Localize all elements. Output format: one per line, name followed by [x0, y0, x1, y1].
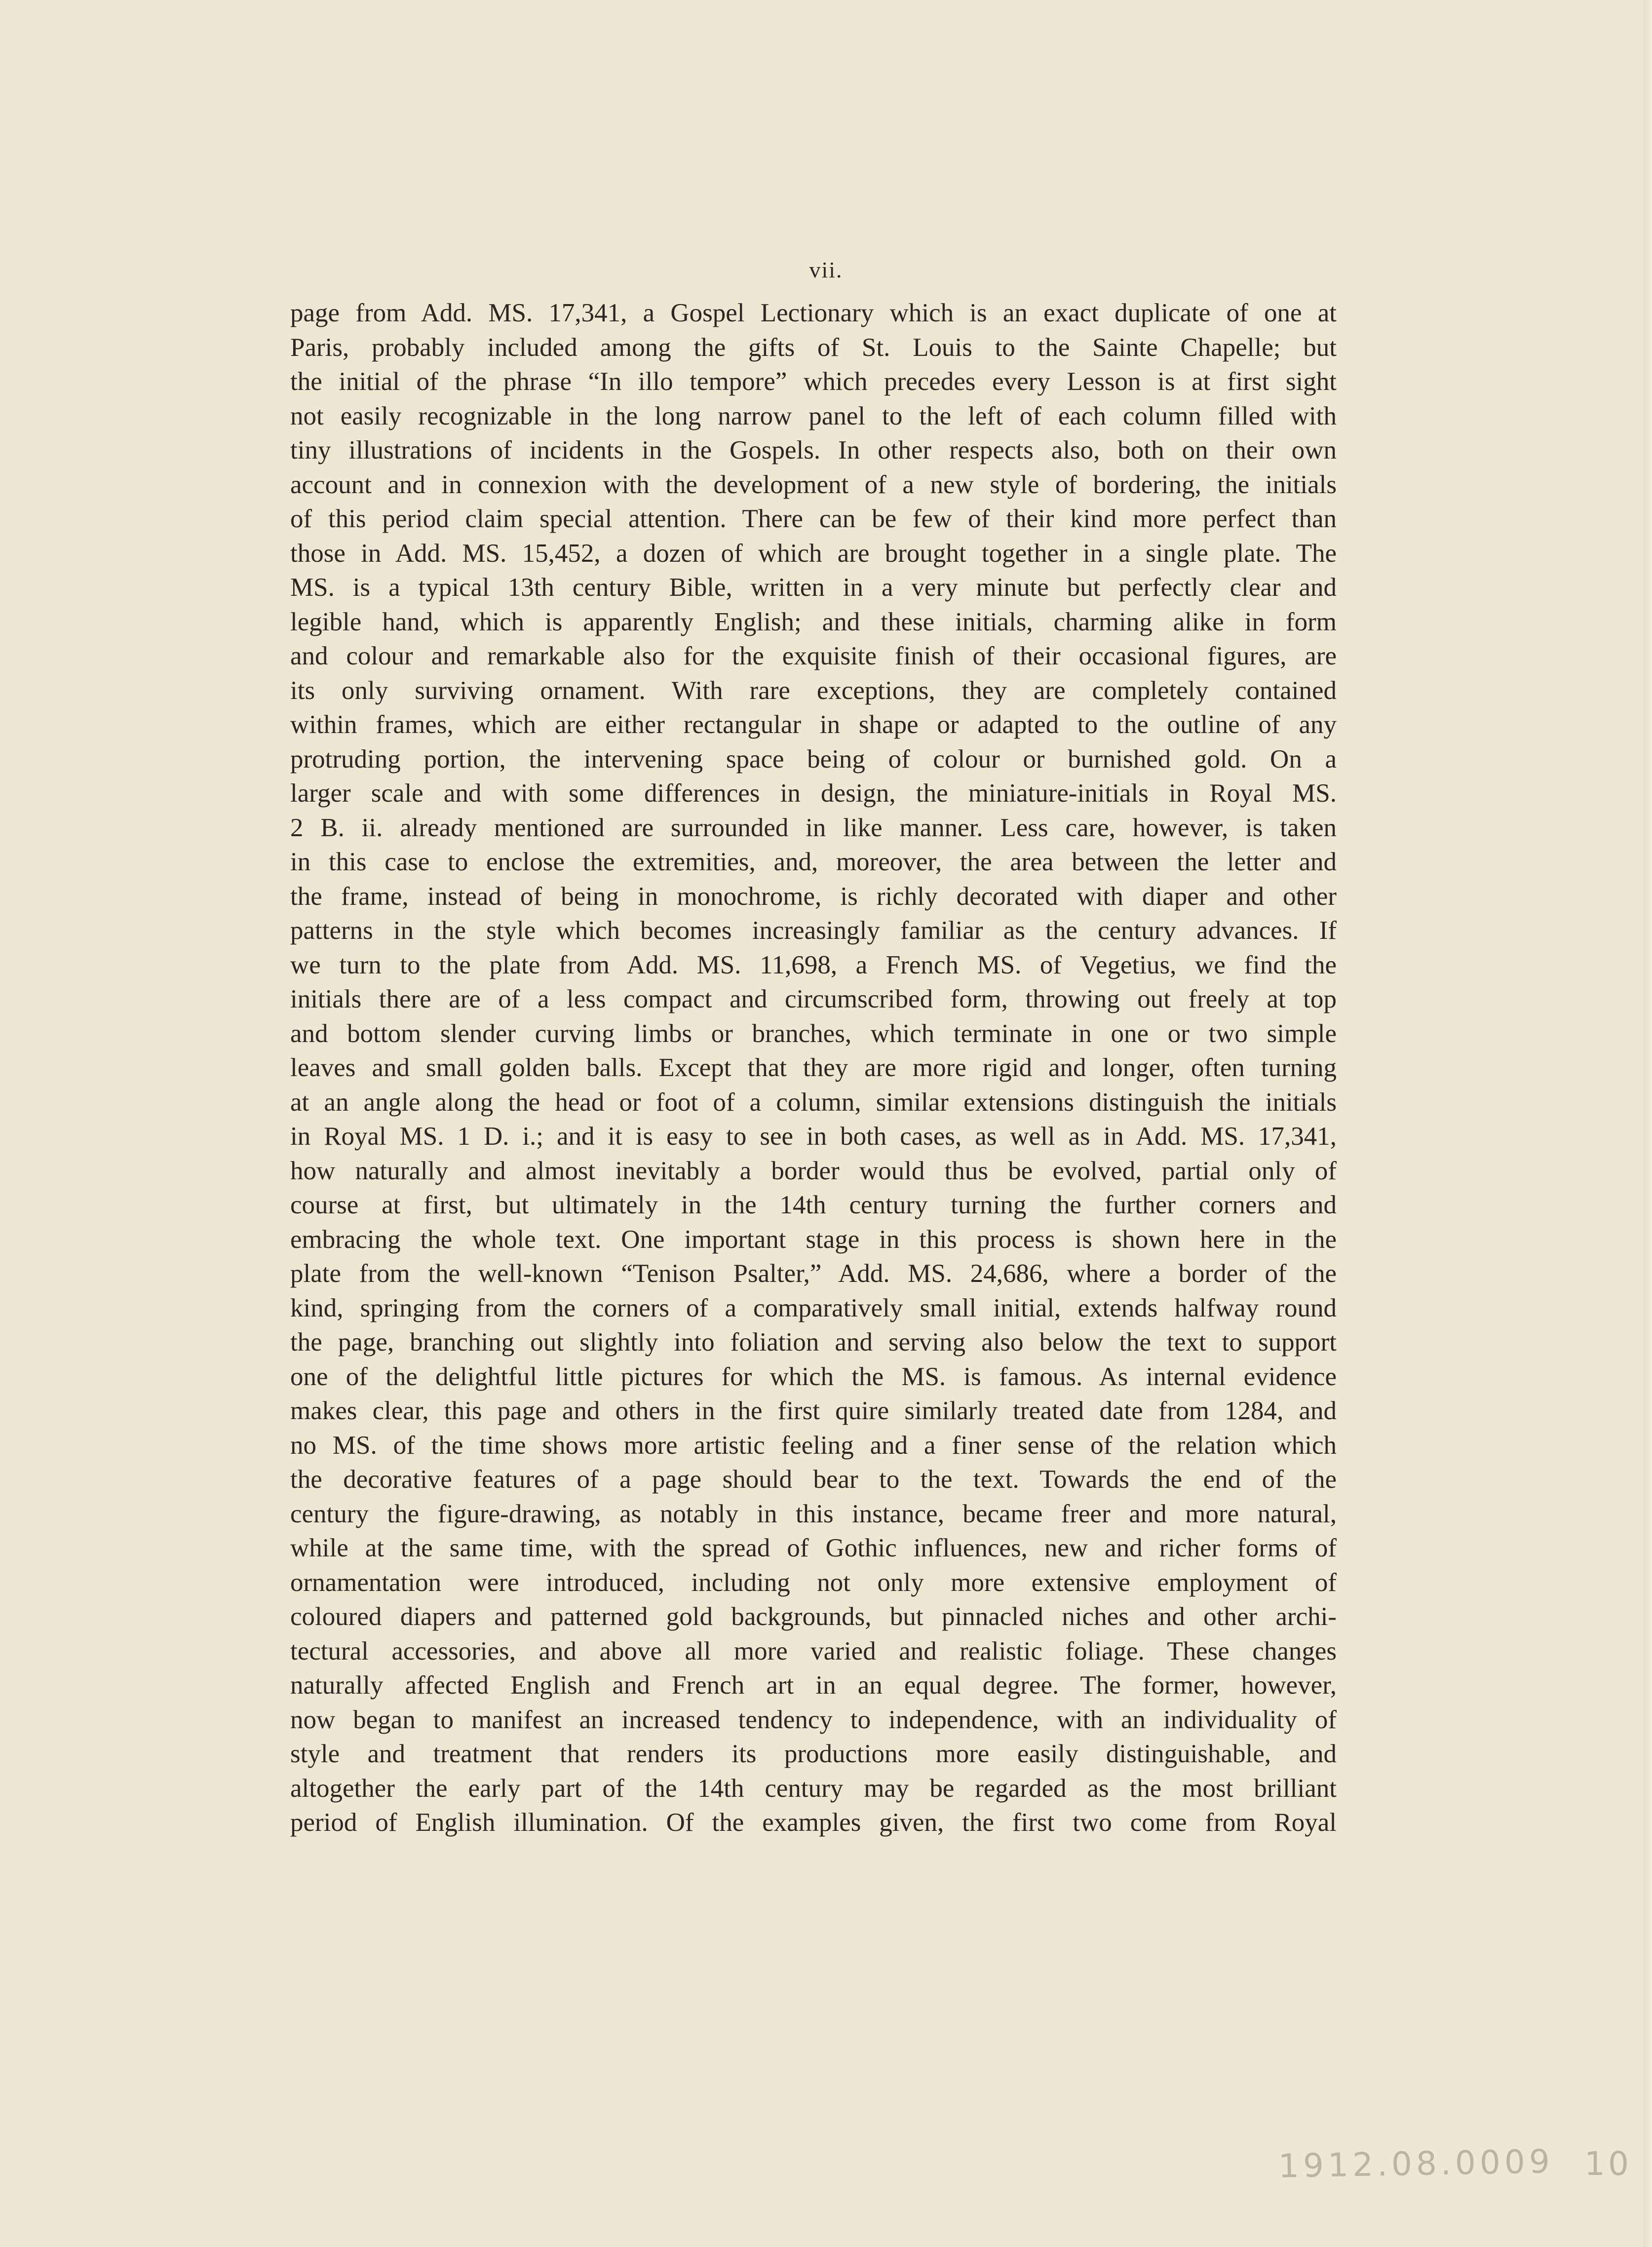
text-line: naturally affected English and French art in an equal degree. The former, however,: [290, 1671, 1337, 1700]
page-number: vii.: [809, 257, 843, 282]
text-line: the initial of the phrase “In illo tempore” which precedes every Lesson is at first sight: [290, 367, 1337, 396]
text-line: tectural accessories, and above all more varied and realistic foliage. These changes: [290, 1636, 1337, 1666]
text-line: the frame, instead of being in monochrome, is richly decorated with diaper and other: [290, 882, 1337, 911]
text-line: and bottom slender curving limbs or branches, which terminate in one or two simple: [290, 1019, 1337, 1048]
text-line: style and treatment that renders its productions more easily distinguishable, and: [290, 1740, 1337, 1768]
text-line: larger scale and with some differences in design, the miniature-initials in Royal MS.: [290, 779, 1337, 808]
text-line: how naturally and almost inevitably a border would thus be evolved, partial only of: [290, 1156, 1337, 1185]
plate-number: 10: [1584, 2145, 1632, 2183]
text-line: those in Add. MS. 15,452, a dozen of which are brought together in a single plate. The: [290, 539, 1337, 568]
text-line: not easily recognizable in the long narrow panel to the left of each column filled with: [290, 401, 1337, 430]
text-line: within frames, which are either rectangular in shape or adapted to the outline of any: [290, 710, 1337, 739]
text-line: while at the same time, with the spread of Gothic influences, new and richer forms of: [290, 1534, 1337, 1562]
text-line: coloured diapers and patterned gold backgrounds, but pinnacled niches and other archi-: [290, 1602, 1337, 1631]
text-line: in Royal MS. 1 D. i.; and it is easy to see in both cases, as well as in Add. MS. 17,341,: [290, 1122, 1337, 1151]
text-line: leaves and small golden balls. Except that they are more rigid and longer, often turning: [290, 1053, 1337, 1082]
text-line: page from Add. MS. 17,341, a Gospel Lectionary which is an exact duplicate of one at: [290, 299, 1337, 327]
text-line: century the figure-drawing, as notably in this instance, became freer and more natural,: [290, 1499, 1337, 1528]
text-line: protruding portion, the intervening space being of colour or burnished gold. On a: [290, 744, 1337, 774]
text-line: MS. is a typical 13th century Bible, written in a very minute but perfectly clear and: [290, 573, 1337, 602]
text-line: period of English illumination. Of the examples given, the first two come from Royal: [290, 1808, 1337, 1837]
text-line: now began to manifest an increased tendency to independence, with an individuality of: [290, 1705, 1337, 1734]
text-line: no MS. of the time shows more artistic feeling and a finer sense of the relation which: [290, 1431, 1337, 1460]
text-line: makes clear, this page and others in the first quire similarly treated date from 1284, and: [290, 1396, 1337, 1425]
text-line: patterns in the style which becomes increasingly familiar as the century advances. If: [290, 916, 1337, 945]
text-line: the decorative features of a page should bear to the text. Towards the end of the: [290, 1465, 1337, 1494]
text-line: embracing the whole text. One important stage in this process is shown here in the: [290, 1225, 1337, 1254]
text-line: account and in connexion with the development of a new style of bordering, the initials: [290, 470, 1337, 499]
text-line: at an angle along the head or foot of a column, similar extensions distinguish the initials: [290, 1087, 1337, 1117]
text-line: plate from the well-known “Tenison Psalter,” Add. MS. 24,686, where a border of the: [290, 1259, 1337, 1288]
text-line: of this period claim special attention. There can be few of their kind more perfect than: [290, 504, 1337, 533]
text-line: and colour and remarkable also for the exquisite finish of their occasional figures, are: [290, 642, 1337, 670]
text-line: initials there are of a less compact and circumscribed form, throwing out freely at top: [290, 985, 1337, 1013]
text-line: its only surviving ornament. With rare exceptions, they are completely contained: [290, 676, 1337, 705]
text-line: one of the delightful little pictures for which the MS. is famous. As internal evidence: [290, 1362, 1337, 1391]
text-line: 2 B. ii. already mentioned are surrounded in like manner. Less care, however, is taken: [290, 813, 1337, 842]
body-text: [290, 296, 1337, 1840]
text-line: tiny illustrations of incidents in the Gospels. In other respects also, both on their own: [290, 436, 1337, 465]
text-line: in this case to enclose the extremities, and, moreover, the area between the letter and: [290, 848, 1337, 876]
text-line: legible hand, which is apparently English; and these initials, charming alike in form: [290, 607, 1337, 636]
page-edge: [1643, 0, 1652, 2247]
text-line: course at first, but ultimately in the 14th century turning the further corners and: [290, 1191, 1337, 1219]
text-line: the page, branching out slightly into foliation and serving also below the text to support: [290, 1328, 1337, 1356]
text-line: ornamentation were introduced, including not only more extensive employment of: [290, 1568, 1337, 1597]
text-line: kind, springing from the corners of a comparatively small initial, extends halfway round: [290, 1293, 1337, 1322]
text-line: altogether the early part of the 14th century may be regarded as the most brilliant: [290, 1774, 1337, 1803]
text-line: Paris, probably included among the gifts of St. Louis to the Sainte Chapelle; but: [290, 333, 1337, 362]
accession-number: 1912.08.0009: [1278, 2142, 1554, 2185]
text-line: we turn to the plate from Add. MS. 11,698, a French MS. of Vegetius, we find the: [290, 950, 1337, 979]
